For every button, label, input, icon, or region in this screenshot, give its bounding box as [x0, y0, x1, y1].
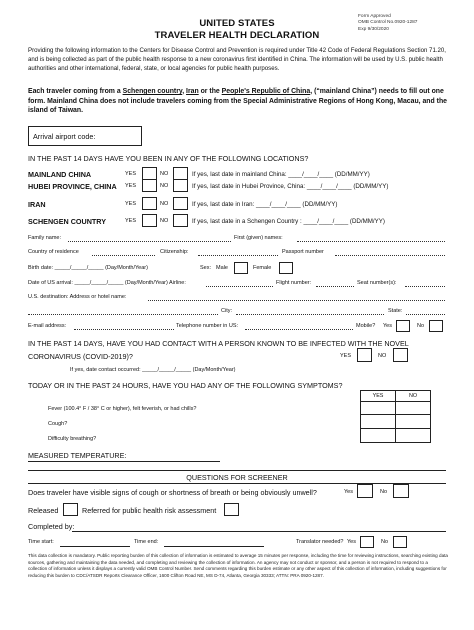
- schengen-date-prompt: If yes, last date in a Schengen Country : ____/____/____ (DD/MM/YY): [192, 218, 385, 225]
- translator-no-checkbox[interactable]: [393, 536, 407, 548]
- arrival-airport-label: Arrival airport code:: [33, 132, 96, 141]
- telephone-field[interactable]: [245, 329, 353, 330]
- symptom-table: [360, 390, 431, 443]
- form-title-line2: TRAVELER HEALTH DECLARATION: [154, 30, 320, 41]
- intro-paragraph: Providing the following information to the Centers for Disease Control and Prevention is required under Title 42 Code of Federal Regulations Section 71.20, and is being collected as part of the public health response to a new coronavirus first identified in China. The information will be used by U.S. public health authorities and other international, federal, state, or local agencies for public health purposes.: [28, 47, 446, 72]
- telephone-label: Telephone number in US:: [176, 323, 239, 329]
- location-schengen: SCHENGEN COUNTRY: [28, 217, 107, 226]
- screener-yes-checkbox[interactable]: [357, 484, 373, 498]
- contact-yes-checkbox[interactable]: [357, 348, 372, 362]
- mobile-label: Mobile?: [356, 323, 376, 329]
- translator-yes-label: Yes: [347, 539, 356, 545]
- burden-statement: This data collection is mandatory. Public reporting burden of this collection of information is estimated to average 15 minutes per response, including the time for reviewing instructions, searching existing data sources, gathering and maintaining the data needed, and completing and reviewing the collection of information. An agency may not conduct or sponsor, and a person is not required to respond to a collection of information unless it displays a currently valid OMB Control Number. Send comments regarding this burden estimate or any other aspect of this collection of information, including suggestions for reducing this burden to CDC/ATSDR Reports Clearance Officer, 1600 Clifton Road NE, MS D-74, Atlanta, Georgia 30333; ATTN: PRA 0920-1287.: [28, 553, 448, 578]
- yes-label: YES: [125, 171, 137, 177]
- male-label: Male: [216, 265, 228, 271]
- time-end-field[interactable]: [164, 546, 264, 547]
- notice-iran: Iran: [186, 88, 199, 95]
- first-name-label: First (given) names:: [234, 235, 283, 241]
- notice-part2: ,: [182, 88, 187, 95]
- symptom-fever: Fever (100.4° F / 38° C or higher), felt feverish, or had chills?: [48, 406, 197, 412]
- q3-symptoms: TODAY OR IN THE PAST 24 HOURS, HAVE YOU HAD ANY OF THE FOLLOWING SYMPTOMS?: [28, 381, 343, 390]
- completed-by-label: Completed by:: [28, 522, 75, 531]
- email-field[interactable]: [74, 329, 174, 330]
- schengen-no-checkbox[interactable]: [173, 214, 188, 227]
- seat-field[interactable]: [405, 286, 445, 287]
- no-label: NO: [160, 218, 169, 224]
- us-destination-field[interactable]: [148, 300, 445, 301]
- family-name-field[interactable]: [68, 241, 231, 242]
- passport-field[interactable]: [335, 255, 445, 256]
- fever-no-cell[interactable]: [396, 402, 431, 415]
- country-residence-field[interactable]: [92, 255, 155, 256]
- q2-contact-line1: IN THE PAST 14 DAYS, HAVE YOU HAD CONTACT WITH A PERSON KNOWN TO BE INFECTED WITH THE NOVEL: [28, 339, 409, 348]
- male-checkbox[interactable]: [234, 262, 248, 274]
- location-iran: IRAN: [28, 200, 46, 209]
- first-name-field[interactable]: [297, 241, 445, 242]
- mobile-no-label: No: [417, 323, 425, 329]
- arrival-date-label: Date of US arrival: _____/_____/_____ (Day/Month/Year) Airline:: [28, 280, 186, 286]
- city-field[interactable]: [236, 314, 384, 315]
- no-label: NO: [160, 201, 169, 207]
- notice-part3: or the: [198, 88, 222, 95]
- fever-yes-cell[interactable]: [361, 402, 396, 415]
- notice-part1: Each traveler coming from a: [28, 88, 123, 95]
- symptom-yes-header: YES: [361, 391, 396, 402]
- address-line-2[interactable]: [28, 314, 218, 315]
- state-field[interactable]: [406, 314, 445, 315]
- mobile-yes-label: Yes: [383, 323, 392, 329]
- yes-label: YES: [125, 201, 137, 207]
- no-label: NO: [160, 171, 169, 177]
- contact-date-prompt: If yes, date contact occurred: _____/_____/_____ (Day/Month/Year): [70, 367, 236, 373]
- time-start-field[interactable]: [60, 546, 130, 547]
- location-mainland-china: MAINLAND CHINA: [28, 170, 92, 179]
- q2-contact-line2: CORONAVIRUS (COVID-2019)?: [28, 352, 133, 361]
- iran-yes-checkbox[interactable]: [142, 197, 157, 210]
- iran-date-prompt: If yes, last date in Iran: ____/____/____ (DD/MM/YY): [192, 201, 338, 208]
- flight-field[interactable]: [316, 286, 354, 287]
- released-label: Released: [28, 506, 59, 515]
- family-name-label: Family name:: [28, 235, 62, 241]
- breathing-yes-cell[interactable]: [361, 429, 396, 443]
- email-label: E-mail address:: [28, 323, 67, 329]
- yes-label: YES: [125, 218, 137, 224]
- screener-question: Does traveler have visible signs of cough or shortness of breath or being obviously unwell?: [28, 488, 317, 497]
- passport-label: Passport number: [282, 249, 324, 255]
- notice-schengen: Schengen country: [122, 88, 183, 95]
- yes-label: YES: [125, 183, 137, 189]
- temperature-field-line[interactable]: [28, 461, 220, 462]
- mainland-china-date-prompt: If yes, last date in mainland China: ____/____/____ (DD/MM/YY): [192, 171, 370, 178]
- seat-label: Seat number(s):: [357, 280, 397, 286]
- state-label: State:: [388, 308, 403, 314]
- schengen-yes-checkbox[interactable]: [142, 214, 157, 227]
- symptom-cough: Cough?: [48, 421, 68, 427]
- birth-date-label: Birth date: _____/_____/_____ (Day/Month/Year): [28, 265, 148, 271]
- city-label: City:: [221, 308, 232, 314]
- no-label: NO: [160, 183, 169, 189]
- form-approved-text: Form Approved: [358, 14, 391, 19]
- notice-part4: , (“mainland China”) needs to fill out one form. Mainland China does not include travelers coming from the Special Administrative Regions of Hong Kong, Macau, and the island of Taiwan.: [28, 88, 447, 115]
- screener-header: QUESTIONS FOR SCREENER: [186, 473, 288, 482]
- translator-label: Translator needed?: [296, 539, 344, 545]
- no-label: NO: [378, 353, 387, 359]
- location-hubei: HUBEI PROVINCE, CHINA: [28, 182, 117, 191]
- referred-label: Referred for public health risk assessment: [82, 506, 217, 515]
- contact-no-checkbox[interactable]: [393, 348, 408, 362]
- form-title-line1: UNITED STATES: [199, 18, 275, 29]
- q1-locations: IN THE PAST 14 DAYS HAVE YOU BEEN IN ANY OF THE FOLLOWING LOCATIONS?: [28, 154, 309, 163]
- sex-label: Sex:: [200, 265, 212, 271]
- screener-no-checkbox[interactable]: [393, 484, 409, 498]
- completed-by-field[interactable]: [72, 531, 446, 532]
- airline-field[interactable]: [206, 286, 273, 287]
- symptom-no-header: NO: [396, 391, 431, 402]
- iran-no-checkbox[interactable]: [173, 197, 188, 210]
- released-checkbox[interactable]: [63, 503, 78, 516]
- flight-label: Flight number:: [276, 280, 312, 286]
- female-checkbox[interactable]: [279, 262, 293, 274]
- time-end-label: Time end:: [134, 539, 159, 545]
- divider: [28, 483, 446, 484]
- omb-info: [358, 14, 417, 33]
- screener-no-label: No: [380, 489, 388, 495]
- hubei-date-prompt: If yes, last date in Hubei Province, China: ____/____/____ (DD/MM/YY): [192, 183, 389, 190]
- mobile-no-checkbox[interactable]: [429, 320, 443, 332]
- hubei-yes-checkbox[interactable]: [142, 179, 157, 192]
- citizenship-field[interactable]: [198, 255, 278, 256]
- cough-no-cell[interactable]: [396, 415, 431, 429]
- translator-no-label: No: [381, 539, 389, 545]
- country-residence-label: Country of residence: [28, 249, 79, 255]
- symptom-breathing: Difficulty breathing?: [48, 436, 97, 442]
- yes-label: YES: [340, 353, 352, 359]
- notice-paragraph: [28, 87, 448, 116]
- notice-prc: People's Republic of China: [221, 88, 311, 95]
- referred-checkbox[interactable]: [224, 503, 239, 516]
- omb-control-text: OMB Control No.0920-1287: [358, 20, 418, 26]
- measured-temperature-label: MEASURED TEMPERATURE:: [28, 451, 127, 460]
- citizenship-label: Citizenship:: [160, 249, 189, 255]
- cough-yes-cell[interactable]: [361, 415, 396, 429]
- female-label: Female: [253, 265, 272, 271]
- screener-yes-label: Yes: [344, 489, 353, 495]
- us-destination-label: U.S. destination: Address or hotel name:: [28, 294, 127, 300]
- hubei-no-checkbox[interactable]: [173, 179, 188, 192]
- expiry-text: Exp 9/30/2020: [358, 26, 389, 32]
- time-start-label: Time start:: [28, 539, 54, 545]
- mobile-yes-checkbox[interactable]: [396, 320, 410, 332]
- breathing-no-cell[interactable]: [396, 429, 431, 443]
- divider: [28, 470, 446, 471]
- translator-yes-checkbox[interactable]: [360, 536, 374, 548]
